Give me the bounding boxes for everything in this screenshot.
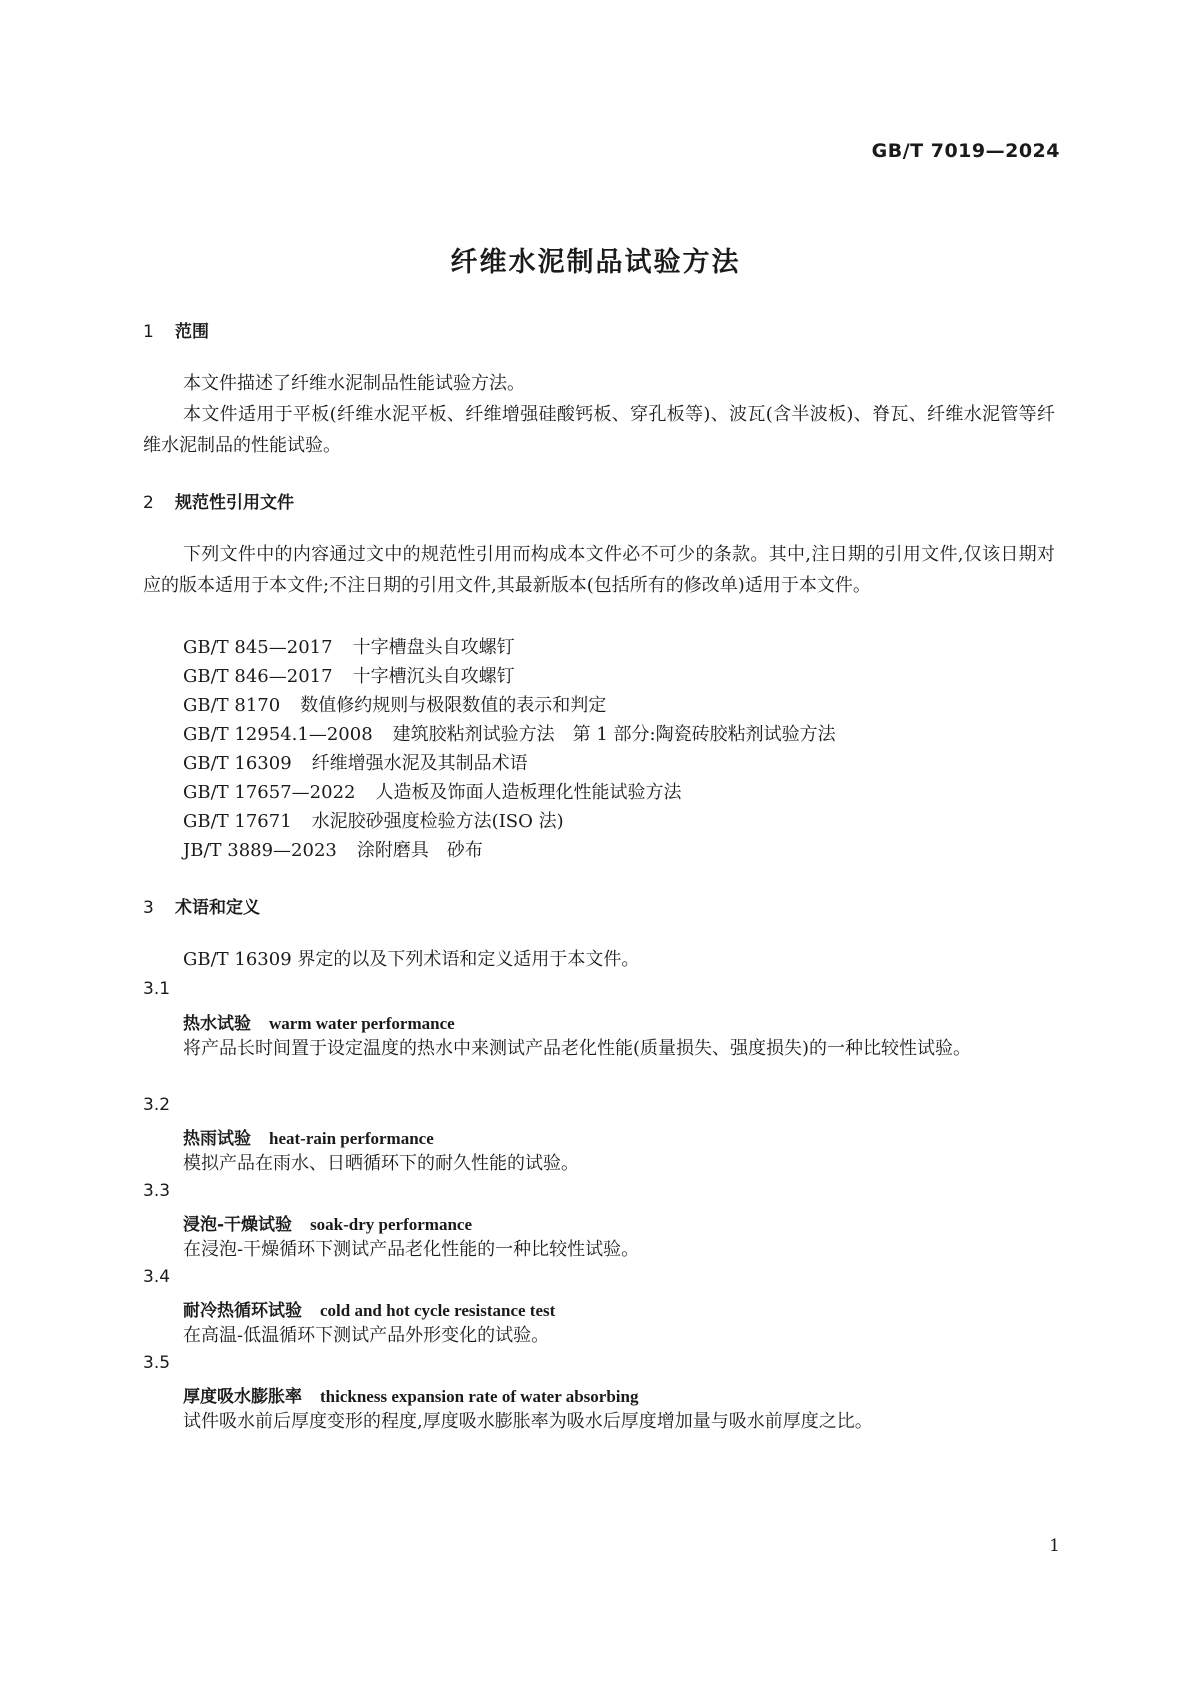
reference-title: 建筑胶粘剂试验方法 第 1 部分:陶瓷砖胶粘剂试验方法: [392, 724, 836, 745]
term-en: soak-dry performance: [310, 1215, 473, 1234]
term-zh: 厚度吸水膨胀率: [183, 1387, 302, 1407]
section-number: 3: [143, 898, 154, 918]
standard-number: GB/T 7019—2024: [871, 140, 1060, 162]
section-title: 规范性引用文件: [175, 493, 294, 513]
reference-item: [183, 720, 836, 746]
section-number: 1: [143, 322, 154, 342]
reference-title: 十字槽沉头自攻螺钉: [352, 666, 515, 687]
reference-item: [183, 749, 528, 775]
term-definition: 模拟产品在雨水、日晒循环下的耐久性能的试验。: [183, 1153, 579, 1174]
reference-code: GB/T 17671: [183, 811, 292, 832]
reference-item: [183, 633, 515, 659]
reference-code: GB/T 8170: [183, 695, 281, 716]
reference-item: [183, 662, 515, 688]
term-heading: [183, 1009, 455, 1034]
reference-code: GB/T 16309: [183, 753, 292, 774]
section-1-paragraph: 本文件适用于平板(纤维水泥平板、纤维增强硅酸钙板、穿孔板等)、波瓦(含半波板)、脊瓦、纤维水泥管等纤维水泥制品的性能试验。: [143, 404, 1055, 456]
section-number: 2: [143, 493, 154, 513]
term-en: cold and hot cycle resistance test: [320, 1301, 556, 1320]
term-definition: 试件吸水前后厚度变形的程度,厚度吸水膨胀率为吸水后厚度增加量与吸水前厚度之比。: [183, 1411, 873, 1432]
section-2-intro: 下列文件中的内容通过文中的规范性引用而构成本文件必不可少的条款。其中,注日期的引用文件,仅该日期对应的版本适用于本文件;不注日期的引用文件,其最新版本(包括所有的修改单)适用于本文件。: [143, 544, 1055, 596]
reference-title: 水泥胶砂强度检验方法(ISO 法): [311, 811, 564, 832]
term-definition: 在浸泡-干燥循环下测试产品老化性能的一种比较性试验。: [183, 1239, 640, 1260]
term-definition: 将产品长时间置于设定温度的热水中来测试产品老化性能(质量损失、强度损失)的一种比较性试验。: [183, 1038, 972, 1059]
term-en: thickness expansion rate of water absorbing: [320, 1387, 639, 1406]
section-title: 术语和定义: [175, 898, 260, 918]
term-zh: 浸泡-干燥试验: [183, 1215, 293, 1235]
document-title: 纤维水泥制品试验方法: [450, 247, 741, 278]
term-number: 3.2: [143, 1095, 171, 1115]
reference-item: [183, 691, 606, 717]
term-number: 3.3: [143, 1181, 171, 1201]
page-number: 1: [1049, 1536, 1060, 1556]
reference-item: [183, 807, 564, 833]
term-definition: 在高温-低温循环下测试产品外形变化的试验。: [183, 1325, 550, 1346]
section-3-heading: [143, 893, 260, 918]
term-heading: [183, 1124, 434, 1149]
term-zh: 热雨试验: [183, 1129, 251, 1149]
reference-title: 人造板及饰面人造板理化性能试验方法: [375, 782, 682, 803]
reference-item: [183, 836, 483, 862]
section-3-intro: GB/T 16309 界定的以及下列术语和定义适用于本文件。: [183, 949, 640, 970]
term-en: warm water performance: [269, 1014, 455, 1033]
term-heading: [183, 1210, 472, 1235]
reference-title: 纤维增强水泥及其制品术语: [311, 753, 528, 774]
section-1-paragraph: 本文件描述了纤维水泥制品性能试验方法。: [183, 373, 525, 394]
reference-code: JB/T 3889—2023: [183, 840, 337, 861]
reference-title: 十字槽盘头自攻螺钉: [352, 637, 515, 658]
section-title: 范围: [175, 322, 209, 342]
section-1-heading: [143, 317, 209, 342]
term-number: 3.5: [143, 1353, 171, 1373]
section-2-heading: [143, 488, 294, 513]
term-number: 3.4: [143, 1267, 171, 1287]
term-zh: 耐冷热循环试验: [183, 1301, 302, 1321]
term-zh: 热水试验: [183, 1014, 251, 1034]
term-en: heat-rain performance: [269, 1129, 434, 1148]
reference-code: GB/T 12954.1—2008: [183, 724, 373, 745]
reference-code: GB/T 845—2017: [183, 637, 333, 658]
reference-code: GB/T 846—2017: [183, 666, 333, 687]
term-heading: [183, 1296, 555, 1321]
reference-item: [183, 778, 681, 804]
reference-code: GB/T 17657—2022: [183, 782, 356, 803]
reference-title: 涂附磨具 砂布: [356, 840, 483, 861]
term-number: 3.1: [143, 979, 171, 999]
term-heading: [183, 1382, 638, 1407]
reference-title: 数值修约规则与极限数值的表示和判定: [300, 695, 607, 716]
